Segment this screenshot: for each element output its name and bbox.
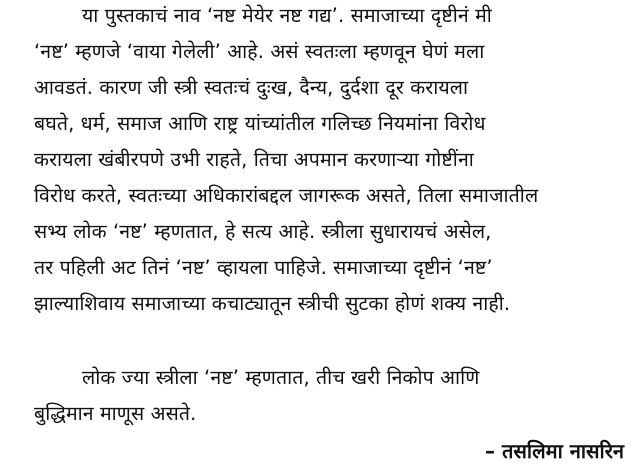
- paragraph-1-line-8: तर पहिली अट तिनं ‘नष्ट’ व्हायला पाहिजे. समाजाच्या दृष्टीनं ‘नष्ट’: [34, 256, 493, 279]
- paragraph-1-line-6: विरोध करते, स्वतःच्या अधिकारांबद्दल जागरूक असते, तिला समाजातील: [34, 184, 539, 207]
- paragraph-1-line-3: आवडतं. कारण जी स्त्री स्वतःचं दुःख, दैन्य, दुर्दशा दूर करायला: [34, 76, 469, 99]
- paragraph-2-line-1: लोक ज्या स्त्रीला ‘नष्ट’ म्हणतात, तीच खरी निकोप आणि: [82, 366, 480, 389]
- paragraph-1-line-4: बघते, धर्म, समाज आणि राष्ट्र यांच्यांतील गलिच्छ नियमांना विरोध: [34, 112, 486, 135]
- paragraph-1-line-9: झाल्याशिवाय समाजाच्या कचाट्यातून स्त्रीची सुटका होणं शक्य नाही.: [34, 292, 511, 315]
- paragraph-2-line-2: बुद्धिमान माणूस असते.: [34, 402, 197, 425]
- author-signature: – तसलिमा नासरिन: [485, 439, 624, 463]
- paragraph-1-line-1: या पुस्तकाचं नाव ‘नष्ट मेयेर नष्ट गद्य’. समाजाच्या दृष्टीनं मी: [82, 4, 492, 27]
- paragraph-1-line-7: सभ्य लोक ‘नष्ट’ म्हणतात, हे सत्य आहे. स्त्रीला सुधारायचं असेल,: [34, 220, 492, 243]
- paragraph-1-line-5: करायला खंबीरपणे उभी राहते, तिचा अपमान करणाऱ्या गोष्टींना: [34, 148, 474, 171]
- paragraph-1-line-2: ‘नष्ट’ म्हणजे ‘वाया गेलेली’ आहे. असं स्वतःला म्हणवून घेणं मला: [34, 40, 485, 63]
